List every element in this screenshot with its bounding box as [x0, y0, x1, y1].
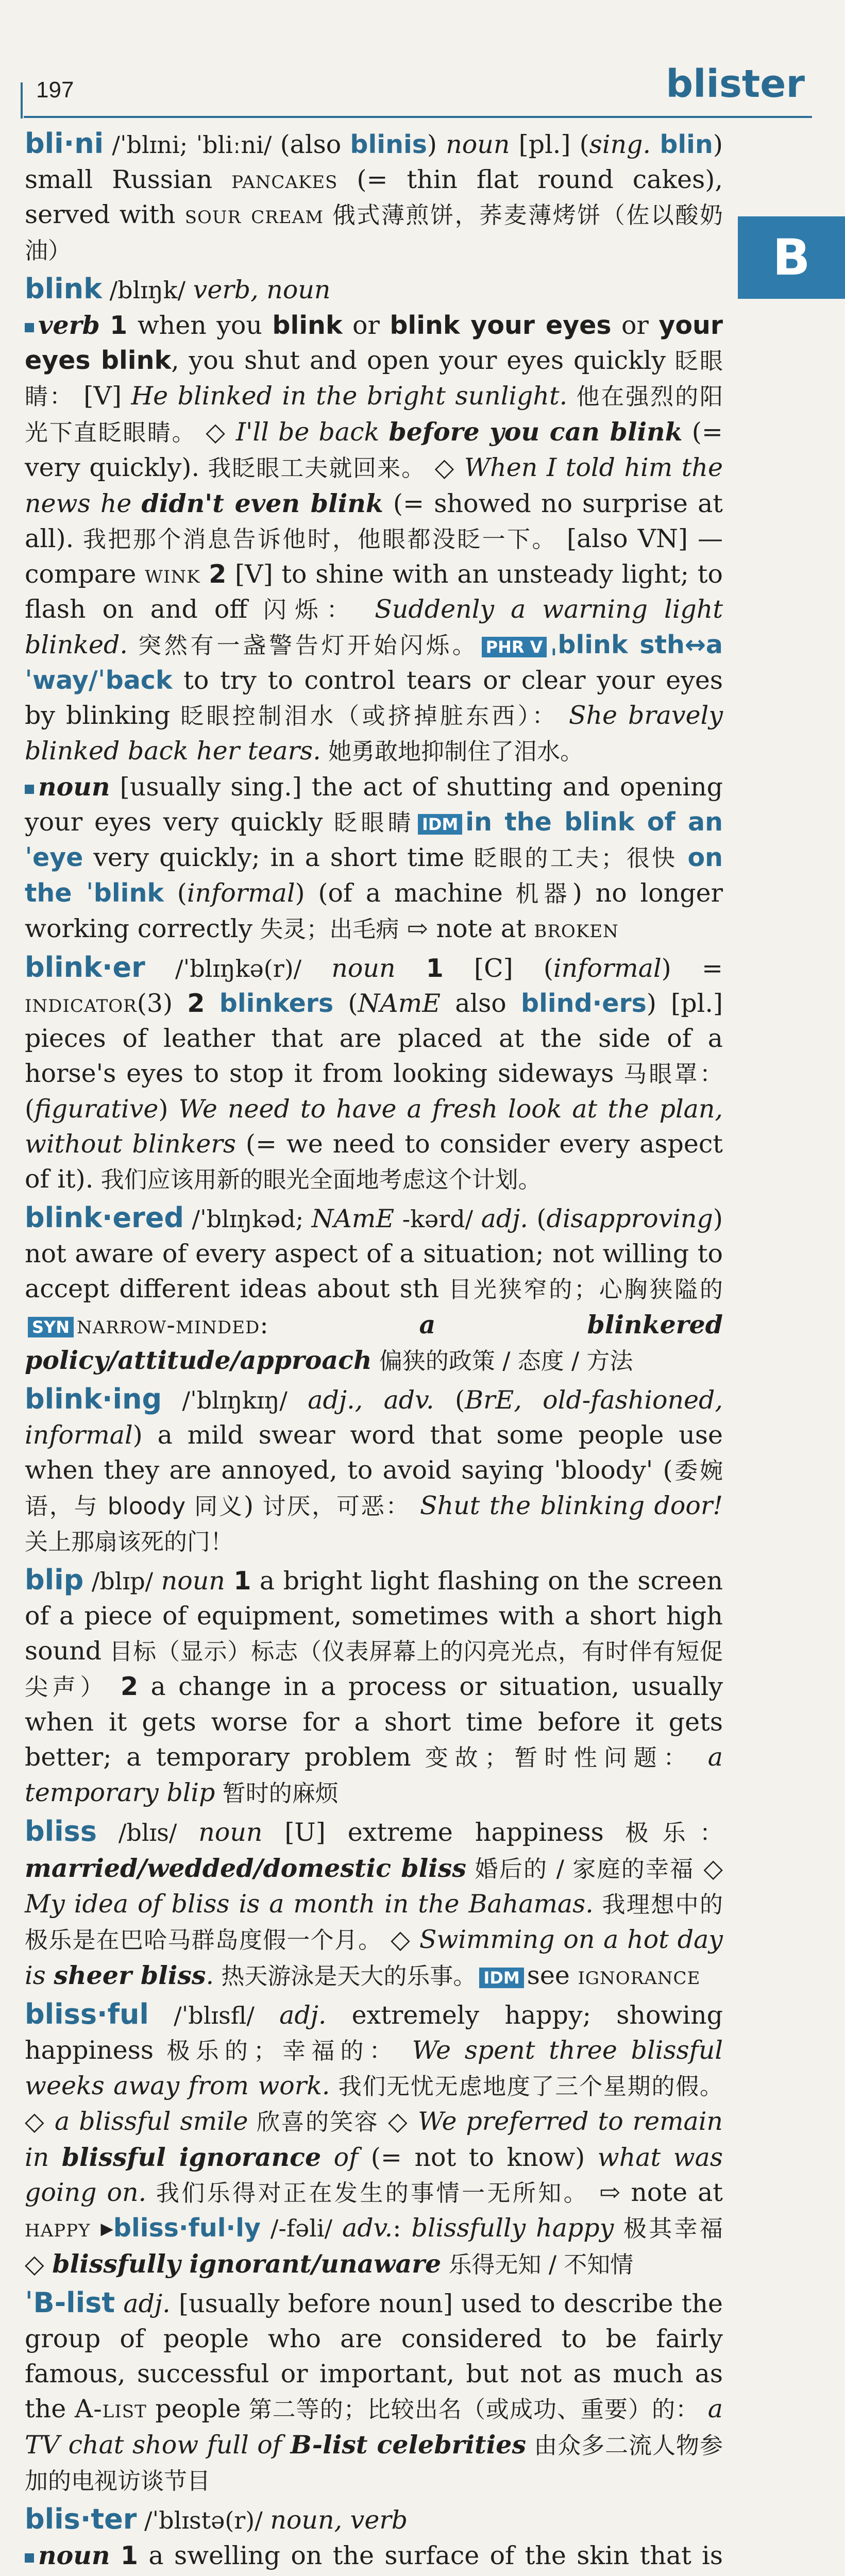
header-rule: [24, 116, 812, 118]
dictionary-entry: [25, 1200, 723, 1379]
cross-reference[interactable]: broken: [534, 914, 619, 943]
example: what was going on.: [25, 2143, 723, 2207]
example: a TV chat show full of: [25, 2394, 723, 2460]
definition-text: (= very quickly).: [25, 417, 723, 482]
chinese-translation: 偏狭的政策 / 态度 / 方法: [371, 1347, 633, 1375]
chinese-translation: 第二等的；比较出名（或成功、重要）的：: [241, 2396, 700, 2423]
definition-text: [usually before noun] used to describe the group of people who are considered to be fairly famous, successful or important, but not as much as the: [25, 2289, 723, 2424]
example-bold: verb: [38, 310, 100, 340]
definition-text: [200, 560, 209, 589]
definition-text: ◇: [25, 2107, 55, 2136]
chinese-translation: 我们乐得对正在发生的事情一无所知。: [146, 2179, 589, 2207]
grammar-label: disapproving: [546, 1204, 713, 1233]
definition-text: (: [434, 1385, 465, 1415]
definition-text: [396, 954, 426, 983]
chinese-translation: 她勇敢地抑制住了泪水。: [320, 738, 584, 765]
definition-text: a bright light flashing on the screen of a piece of equipment, sometimes with a short high sound: [25, 1566, 723, 1666]
chinese-translation: 婚后的 / 家庭的幸福: [466, 1855, 695, 1883]
chinese-translation: 眨眼的工夫；很快: [464, 844, 678, 872]
example: Shut the blinking door!: [420, 1491, 723, 1520]
grammar-label: adv.: [342, 2213, 393, 2243]
pronunciation: /ˈblɪŋkɪŋ/: [162, 1386, 308, 1414]
chinese-translation: 关上那扇该死的门！: [25, 1528, 234, 1555]
definition-text: [115, 2289, 123, 2318]
dictionary-entry: [25, 2502, 723, 2576]
variant-form[interactable]: in the blink of an ˈeye: [25, 807, 723, 872]
definition-text: [693, 1742, 707, 1772]
grammar-label: sing.: [589, 130, 651, 159]
definition-text: also: [441, 989, 521, 1018]
dictionary-entry: [25, 1382, 723, 1560]
chinese-translation: 马眼罩：: [614, 1060, 723, 1088]
label-tag: SYN: [28, 1317, 74, 1337]
definition-text: [411, 1491, 420, 1520]
definition-text: (= we need to consider every aspect of it).: [25, 1129, 723, 1194]
pronunciation: /blɪp/: [83, 1567, 161, 1595]
definition-text: [108, 1672, 121, 1701]
example: I'll be back: [235, 417, 389, 447]
example-bold: noun: [38, 2540, 110, 2570]
dictionary-entry: [25, 2285, 723, 2499]
pronunciation: /ˈblɪŋkə(r)/: [145, 955, 332, 982]
cross-reference[interactable]: sour cream: [184, 200, 324, 229]
pronunciation: /ˈblɪstə(r)/: [137, 2506, 271, 2534]
page-number: 197: [36, 77, 74, 103]
definition-text: [678, 843, 688, 872]
chinese-translation: 极乐的；幸福的：: [154, 2037, 398, 2064]
grammar-label: figurative: [35, 1094, 159, 1124]
definition-text: ) (of a machine: [295, 878, 503, 908]
variant-form[interactable]: bliss·ful·ly: [113, 2213, 261, 2243]
grammar-label: informal: [187, 878, 295, 908]
headword: blink·ered: [25, 1201, 184, 1234]
chinese-translation: 失灵；出毛病: [252, 916, 399, 943]
cross-reference[interactable]: wink: [145, 560, 200, 589]
definition-text: [pl.] (: [510, 130, 589, 159]
grammar-label: noun: [161, 1566, 225, 1596]
grammar-label: adj.: [279, 2001, 327, 2030]
cross-reference[interactable]: A-list: [74, 2394, 147, 2424]
chinese-translation: 乐得无知 / 不知情: [441, 2251, 634, 2278]
definition-text: very quickly; in a short time: [83, 843, 464, 872]
cross-reference[interactable]: indicator: [25, 989, 137, 1018]
pronunciation: /ˈblɪŋkəd;: [184, 1205, 312, 1233]
example: When I told him the news he: [25, 453, 723, 518]
definition-text: (: [25, 1094, 35, 1124]
definition-text: ) not aware of every aspect of a situation; not willing to accept different ideas about sth: [25, 1204, 723, 1303]
definition-text: ) small Russian: [25, 130, 723, 194]
example: blissfully happy: [411, 2213, 614, 2243]
definition-text: [699, 2394, 708, 2424]
headword: blink: [25, 273, 103, 305]
definition-text: ) [pl.] pieces of leather that are placed at the side of a horse's eyes to stop it from looking sideways: [25, 989, 723, 1088]
label-tag: IDM: [479, 1968, 523, 1988]
definition-text: [100, 311, 110, 340]
variant-form[interactable]: blinkers: [219, 989, 334, 1018]
definition-text: ): [158, 1094, 179, 1124]
chinese-translation: 机器: [502, 880, 572, 907]
chinese-translation: 暂时的麻烦: [215, 1780, 339, 1807]
pronunciation: /ˈblɪni; ˈbliːni/: [104, 131, 280, 159]
example: Suddenly a warning light blinked.: [25, 595, 723, 659]
dictionary-entry: [25, 126, 723, 268]
definition-text: ◇: [196, 417, 236, 447]
headword: blis·ter: [25, 2503, 137, 2535]
square-bullet-icon: [25, 785, 34, 794]
chinese-translation: 热天游泳是天大的乐事。: [214, 1962, 477, 1990]
definition-text: ◇: [426, 453, 464, 482]
definition-text: a swelling on the surface of the skin that is: [148, 2541, 723, 2570]
definition-text: [358, 595, 375, 624]
example: a temporary blip: [25, 1742, 723, 1807]
definition-text: ) no longer working correctly: [25, 878, 723, 943]
header-tick: [21, 82, 23, 118]
chinese-translation: 极其幸福: [614, 2215, 723, 2242]
definition-text: [usually sing.] the act of shutting and opening your eyes very quickly: [25, 772, 723, 837]
chinese-translation: 我们应该用新的眼光全面地考虑这个计划。: [93, 1166, 542, 1193]
example: .: [206, 1961, 214, 1990]
square-bullet-icon: [25, 323, 34, 332]
headword: bliss·ful: [25, 1998, 149, 2030]
definition-text: [U] extreme happiness: [262, 1818, 604, 1847]
definition-text: [398, 2036, 412, 2065]
example-bold: noun: [38, 772, 110, 802]
headword: blink·ing: [25, 1383, 162, 1415]
headword: bli·ni: [25, 127, 104, 160]
grammar-label: noun, verb: [270, 2505, 408, 2535]
cross-reference[interactable]: pancakes: [231, 165, 338, 194]
definition-text: extremely happy; showing happiness: [25, 2001, 723, 2065]
chinese-translation: 他在强烈的阳光下直眨眼睛。: [25, 383, 723, 446]
definition-text: ⇨ note at: [589, 2178, 723, 2207]
sense-number: 1: [426, 954, 444, 983]
chinese-translation: 变故；暂时性问题：: [411, 1744, 694, 1771]
definition-text: ): [244, 1491, 254, 1520]
example: She bravely blinked back her tears.: [25, 701, 723, 766]
definition-text: ): [427, 130, 446, 159]
definition-text: ) =: [661, 954, 723, 983]
chinese-translation: 极乐：: [603, 1819, 723, 1846]
definition-text: ◇: [382, 1925, 419, 1954]
definition-text: (= thin flat round cakes), served with: [25, 165, 723, 229]
definition-text: ◇: [25, 2249, 53, 2279]
definition-text: [558, 701, 569, 730]
grammar-label: NAmE: [311, 1204, 395, 1233]
chinese-translation: 我们无忧无虑地度了三个星期的假。: [330, 2073, 723, 2100]
definition-text: , you shut and open your eyes quickly: [171, 346, 666, 375]
definition-text: ▸: [90, 2213, 113, 2243]
dictionary-entry: [25, 950, 723, 1197]
definition-text: [110, 2541, 121, 2570]
example-bold: blissful ignorance: [61, 2142, 322, 2172]
chinese-translation: 眨眼睛: [323, 809, 415, 836]
definition-text: (: [163, 878, 187, 908]
example-bold: didn't even blink: [141, 488, 383, 518]
example: of: [321, 2143, 359, 2172]
definition-text: to try to control tears or clear your eyes by blinking: [25, 666, 723, 730]
example: He blinked in the bright sunlight.: [131, 381, 568, 411]
definition-text: (: [333, 989, 358, 1018]
grammar-label: NAmE: [358, 989, 441, 1018]
pronunciation: /blɪŋk/: [102, 276, 193, 304]
variant-form[interactable]: ˌblink sth↔aˈway/ˈback: [25, 630, 723, 695]
chinese-translation: 我眨眼工夫就回来。: [199, 454, 426, 482]
label-tag: PHR V: [482, 637, 547, 657]
square-bullet-icon: [25, 2553, 34, 2563]
chinese-translation: 眨眼控制泪水（或挤掉脏东西）：: [170, 702, 558, 730]
chinese-translation: 目标（显示）标志（仪表屏幕上的闪亮光点，有时伴有短促尖声）: [25, 1638, 723, 1701]
definition-text: (: [528, 1204, 547, 1233]
definition-text: see: [527, 1961, 578, 1990]
pronunciation: /blɪs/: [96, 1819, 199, 1846]
example: We preferred to remain in: [25, 2107, 723, 2172]
variant-form[interactable]: blind·ers: [521, 989, 647, 1018]
variant-form[interactable]: blin: [660, 130, 713, 159]
example-bold: a blinkered policy/attitude/approach: [25, 1310, 723, 1375]
example-bold: sheer bliss: [54, 1960, 206, 1990]
headword: blink·er: [25, 951, 145, 984]
definition-text: (= showed no surprise at all).: [25, 489, 723, 553]
grammar-label: noun: [198, 1818, 263, 1847]
definition-text: (3): [137, 989, 188, 1018]
pronunciation: /-fəli/: [260, 2214, 343, 2242]
chinese-translation: 闪烁：: [247, 596, 359, 623]
dictionary-column: [25, 126, 723, 2576]
chinese-translation: 我把那个消息告诉他时，他眼都没眨一下。: [74, 526, 557, 553]
definition-text: [651, 130, 660, 159]
chinese-translation: 由众多二流人物参加的电视访谈节目: [25, 2432, 723, 2495]
example: My idea of bliss is a month in the Bahamas.: [25, 1889, 594, 1919]
grammar-label: informal: [553, 954, 662, 983]
headword: ˈB-list: [25, 2286, 115, 2319]
chinese-translation: 我理想中的极乐是在巴哈马群岛度假一个月。: [25, 1891, 723, 1954]
cross-reference[interactable]: narrow-minded: [77, 1310, 260, 1340]
example: We spent three blissful weeks away from work.: [25, 2036, 723, 2100]
variant-form[interactable]: blinis: [350, 130, 427, 159]
definition-text: :: [393, 2213, 412, 2243]
sense-number: 2: [120, 1672, 139, 1701]
definition-text: :: [260, 1310, 419, 1340]
definition-text: or: [611, 311, 659, 340]
definition-text: (also: [280, 130, 350, 159]
dictionary-entry: [25, 272, 723, 947]
sense-number: blink: [272, 311, 343, 340]
thumb-tab-letter: B: [738, 216, 845, 299]
definition-text: people: [146, 2394, 241, 2424]
definition-text: ) a mild swear word that some people use when they are annoyed, to avoid saying 'bloody' (: [25, 1420, 723, 1485]
definition-text: (= not to know): [358, 2143, 598, 2172]
sense-number: blink your eyes: [390, 311, 612, 340]
pronunciation: /ˈblɪsfl/: [148, 2002, 280, 2029]
pronunciation: -kərd/: [394, 1205, 481, 1233]
example: a blissful smile: [55, 2107, 248, 2136]
grammar-label: adj.: [481, 1204, 528, 1233]
grammar-label: adj.: [123, 2289, 171, 2318]
chinese-translation: 俄式薄煎饼，荞麦薄烤饼（佐以酸奶油）: [25, 201, 723, 264]
page-header: [0, 0, 845, 124]
definition-text: a change in a process or situation, usually when it gets worse for a short time before it gets better; a temporary problem: [25, 1672, 723, 1772]
definition-text: ◇: [694, 1854, 723, 1883]
chinese-translation: 眨眼睛：: [25, 347, 723, 410]
chinese-translation: 目光狭窄的；心胸狭隘的: [439, 1276, 723, 1303]
chinese-translation: 突然有一盏警告灯开始闪烁。: [127, 632, 479, 659]
sense-number: 1: [110, 311, 128, 340]
sense-number: 1: [233, 1566, 251, 1596]
dictionary-entry: [25, 1814, 723, 1994]
definition-text: [V] to shine with an unsteady light; to flash on and off: [25, 560, 723, 624]
example-bold: B-list celebrities: [290, 2430, 527, 2460]
dictionary-entry: [25, 1997, 723, 2282]
example-bold: blissfully ignorant/unaware: [52, 2249, 442, 2279]
definition-text: ◇: [379, 2107, 418, 2136]
definition-text: when you: [127, 311, 273, 340]
grammar-label: BrE, old-fashioned, informal: [25, 1385, 723, 1450]
headword: bliss: [25, 1815, 97, 1848]
sense-number: 2: [187, 989, 205, 1018]
cross-reference[interactable]: ignorance: [578, 1961, 701, 1990]
variant-form[interactable]: on the ˈblink: [25, 843, 723, 908]
sense-number: 2: [209, 560, 227, 589]
grammar-label: noun: [446, 130, 510, 159]
definition-text: or: [342, 311, 390, 340]
headword: blip: [25, 1564, 84, 1596]
definition-text: [225, 1566, 233, 1596]
chinese-translation: 讨厌，可恶：: [254, 1493, 411, 1520]
definition-text: [also VN] — compare: [25, 524, 723, 589]
sense-number: your eyes blink: [25, 311, 723, 375]
example-bold: before you can blink: [388, 417, 683, 447]
grammar-label: noun: [331, 954, 396, 983]
grammar-label: verb, noun: [193, 275, 331, 304]
grammar-label: adj., adv.: [308, 1385, 434, 1415]
dictionary-entry: [25, 1563, 723, 1811]
chinese-translation: 欣喜的笑容: [248, 2108, 379, 2136]
guide-word: blister: [666, 62, 805, 106]
example: Swimming on a hot day is: [25, 1925, 723, 1990]
sense-number: 1: [120, 2541, 139, 2570]
definition-text: [V]: [74, 381, 131, 411]
definition-text: [C] (: [443, 954, 554, 983]
definition-text: [205, 989, 219, 1018]
example: We need to have a fresh look at the plan, without blinkers: [25, 1094, 723, 1159]
chinese-translation: 委婉语，与 bloody 同义: [25, 1457, 723, 1520]
label-tag: IDM: [418, 814, 462, 835]
definition-text: ⇨ note at: [399, 914, 534, 943]
cross-reference[interactable]: happy: [25, 2213, 91, 2243]
example-bold: married/wedded/domestic bliss: [25, 1853, 466, 1883]
